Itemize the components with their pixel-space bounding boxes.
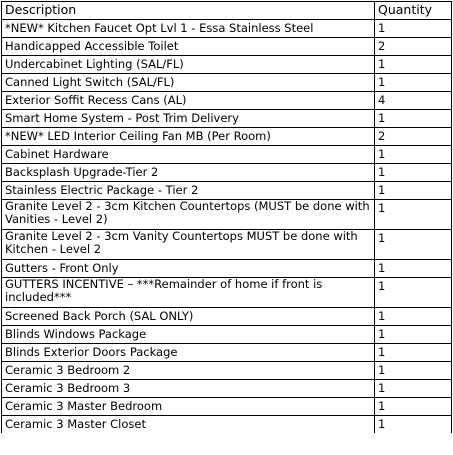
row-quantity: 1 bbox=[375, 308, 452, 326]
table-row bbox=[2, 260, 452, 278]
row-description: Exterior Soffit Recess Cans (AL) bbox=[2, 92, 375, 110]
row-quantity: 1 bbox=[375, 182, 452, 200]
row-quantity: 1 bbox=[375, 56, 452, 74]
row-quantity: 1 bbox=[375, 200, 452, 230]
table-row bbox=[2, 344, 452, 362]
row-description: Stainless Electric Package - Tier 2 bbox=[2, 182, 375, 200]
table-row bbox=[2, 200, 452, 230]
row-description: Granite Level 2 - 3cm Vanity Countertops MUST be done with Kitchen - Level 2 bbox=[2, 230, 375, 260]
row-description: Blinds Exterior Doors Package bbox=[2, 344, 375, 362]
table-row bbox=[2, 182, 452, 200]
header-description: Description bbox=[2, 2, 375, 20]
table-row bbox=[2, 146, 452, 164]
row-quantity: 4 bbox=[375, 92, 452, 110]
row-quantity: 1 bbox=[375, 344, 452, 362]
table-row bbox=[2, 164, 452, 182]
row-description: Ceramic 3 Master Bedroom bbox=[2, 398, 375, 416]
table-row bbox=[2, 308, 452, 326]
table-row bbox=[2, 278, 452, 308]
row-quantity: 1 bbox=[375, 110, 452, 128]
row-description: GUTTERS INCENTIVE – ***Remainder of home if front is included*** bbox=[2, 278, 375, 308]
row-description: Granite Level 2 - 3cm Kitchen Countertops (MUST be done with Vanities - Level 2) bbox=[2, 200, 375, 230]
row-description: Ceramic 3 Bedroom 2 bbox=[2, 362, 375, 380]
row-description: Backsplash Upgrade-Tier 2 bbox=[2, 164, 375, 182]
row-description: Gutters - Front Only bbox=[2, 260, 375, 278]
row-description: *NEW* LED Interior Ceiling Fan MB (Per Room) bbox=[2, 128, 375, 146]
row-quantity: 1 bbox=[375, 74, 452, 92]
row-quantity: 1 bbox=[375, 260, 452, 278]
table-row bbox=[2, 56, 452, 74]
header-quantity: Quantity bbox=[375, 2, 452, 20]
row-quantity: 1 bbox=[375, 164, 452, 182]
table-row bbox=[2, 362, 452, 380]
row-quantity: 1 bbox=[375, 20, 452, 38]
table-row bbox=[2, 128, 452, 146]
table-row bbox=[2, 38, 452, 56]
row-description: Ceramic 3 Bedroom 3 bbox=[2, 380, 375, 398]
table-row bbox=[2, 92, 452, 110]
table-row bbox=[2, 74, 452, 92]
row-quantity: 1 bbox=[375, 362, 452, 380]
row-quantity: 2 bbox=[375, 38, 452, 56]
table-row bbox=[2, 230, 452, 260]
table-row bbox=[2, 380, 452, 398]
row-description: Cabinet Hardware bbox=[2, 146, 375, 164]
row-description: Ceramic 3 Master Closet bbox=[2, 416, 375, 434]
row-description: *NEW* Kitchen Faucet Opt Lvl 1 - Essa Stainless Steel bbox=[2, 20, 375, 38]
row-description: Handicapped Accessible Toilet bbox=[2, 38, 375, 56]
row-quantity: 2 bbox=[375, 128, 452, 146]
row-quantity: 1 bbox=[375, 230, 452, 260]
table-row bbox=[2, 110, 452, 128]
row-quantity: 1 bbox=[375, 398, 452, 416]
table-row bbox=[2, 20, 452, 38]
row-description: Undercabinet Lighting (SAL/FL) bbox=[2, 56, 375, 74]
row-quantity: 1 bbox=[375, 146, 452, 164]
row-quantity: 1 bbox=[375, 380, 452, 398]
table-row bbox=[2, 416, 452, 434]
table-header-row bbox=[2, 2, 452, 20]
row-quantity: 1 bbox=[375, 278, 452, 308]
row-quantity: 1 bbox=[375, 416, 452, 434]
row-description: Screened Back Porch (SAL ONLY) bbox=[2, 308, 375, 326]
row-description: Smart Home System - Post Trim Delivery bbox=[2, 110, 375, 128]
row-quantity: 1 bbox=[375, 326, 452, 344]
options-table bbox=[1, 1, 452, 433]
table-row bbox=[2, 326, 452, 344]
row-description: Blinds Windows Package bbox=[2, 326, 375, 344]
row-description: Canned Light Switch (SAL/FL) bbox=[2, 74, 375, 92]
table-row bbox=[2, 398, 452, 416]
